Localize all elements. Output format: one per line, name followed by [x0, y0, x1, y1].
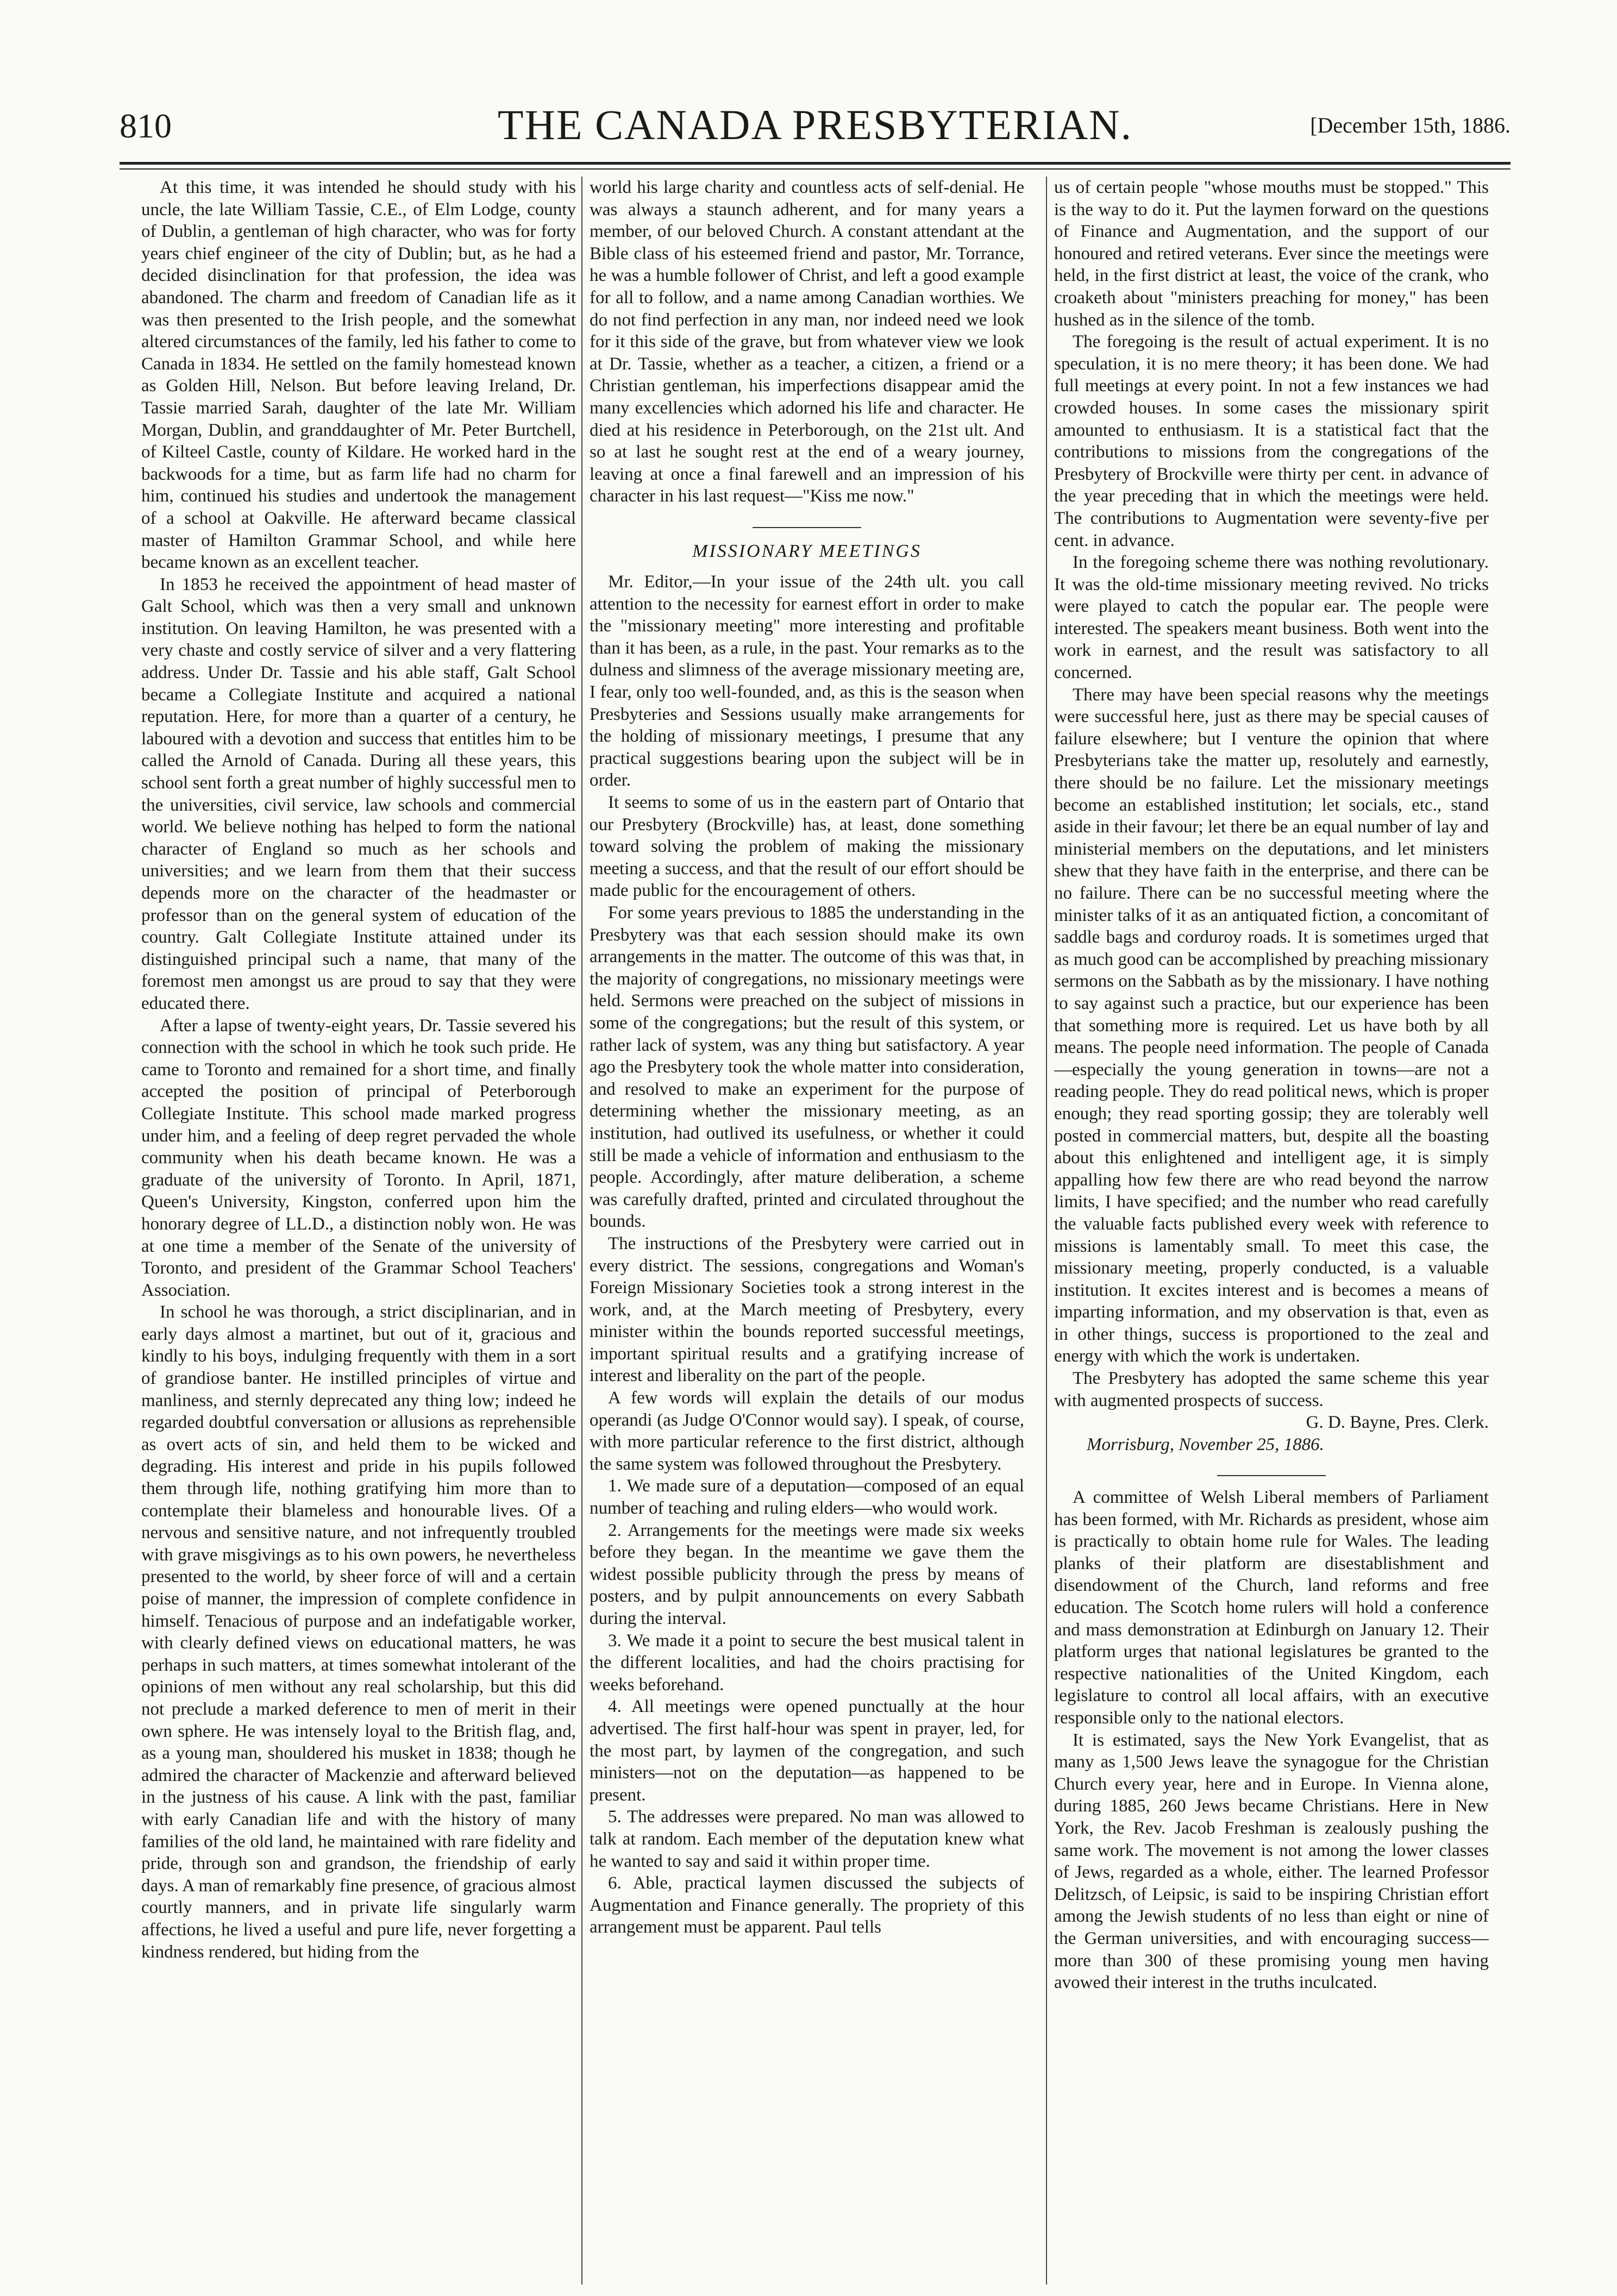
letter-signature: G. D. Bayne, Pres. Clerk. [1306, 1413, 1489, 1433]
news-paragraph: A committee of Welsh Liberal members of Parliament has been formed, with Mr. Richards as president, whose aim is practically to obtain home rule for Wales. The leading planks of their platform are disestablishment and disendowment of the Church, land reforms and free education. The Scotch home rulers will hold a conference and mass demonstration at Edinburgh on January 12. Their platform urges that national legislatures be granted to the respective nationalities of the United Kingdom, each legislature to control all local affairs, with an executive responsible only to the national electors. [1054, 1488, 1489, 1728]
letter-paragraph: The foregoing is the result of actual experiment. It is no speculation, it is no mere theory; it has been done. We had full meetings at every point. In not a few instances we had crowded houses. In some cases the missionary spirit amounted to enthusiasm. It is a statistical fact that the contributions to missions from the congregations of the Presbytery of Brockville were thirty per cent. in advance of the year preceding that in which the meetings were held. The contributions to Augmentation were seventy-five per cent. in advance. [1054, 332, 1489, 550]
section-title: MISSIONARY MEETINGS [692, 541, 922, 561]
article-paragraph: At this time, it was intended he should study with his uncle, the late William Tassie, C.E., of Elm Lodge, county of Dublin, a gentleman of high character, who was for forty years chief engineer of the city of Dublin; but, as he had a decided disinclination for that profession, the idea was abandoned. The charm and freedom of Canadian life as it was then presented to the Irish people, and the somewhat altered circumstances of the family, led his father to come to Canada in 1834. He settled on the family homestead known as Golden Hill, Nelson. But before leaving Ireland, Dr. Tassie married Sarah, daughter of the late Mr. William Morgan, Dublin, and granddaughter of Mr. Peter Burtchell, of Kilteel Castle, county of Kildare. He worked hard in the backwoods for a time, but as farm life had no charm for him, continued his studies and undertook the management of a school at Oakville. He afterward became classical master of Hamilton Grammar School, and while here became known as an excellent teacher. [141, 178, 576, 573]
letter-paragraph: It seems to some of us in the eastern part of Ontario that our Presbytery (Brockville) has, at least, done something toward solving the problem of making the missionary meeting a success, and that the result of our effort should be made public for the encouragement of others. [590, 793, 1024, 901]
section-divider [1054, 1460, 1489, 1482]
letter-paragraph: 5. The addresses were prepared. No man was allowed to talk at random. Each member of the deputation knew what he wanted to say and said it within proper time. [590, 1807, 1024, 1871]
header-rule-thick [120, 162, 1511, 165]
letter-paragraph: In the foregoing scheme there was nothing revolutionary. It was the old-time missionary meeting revived. No tricks were played to catch the popular ear. The people were interested. The speakers meant business. Both went into the work in earnest, and the result was satisfactory to all concerned. [1054, 553, 1489, 683]
letter-place-date: Morrisburg, November 25, 1886. [1087, 1434, 1324, 1454]
column-2 [590, 177, 1024, 2285]
header-rule-thin [120, 168, 1511, 170]
column-3 [1054, 177, 1489, 2285]
article-paragraph: In school he was thorough, a strict disciplinarian, and in early days almost a martinet, but out of it, gracious and kindly to his boys, indulging frequently with them in a sort of grandiose banter. He instilled principles of virtue and manliness, and sternly deprecated any thing low; indeed he regarded doubtful conversation or allusions as reprehensible as overt acts of sin, and held them to be wicked and degrading. His interest and pride in his pupils followed them through life, nothing gratifying him more than to contemplate their blameless and honourable lives. Of a nervous and sensitive nature, and not infrequently troubled with grave misgivings as to his own powers, he nevertheless presented to the world, by sheer force of will and a certain poise of manner, the impression of complete confidence in himself. Tenacious of purpose and an indefatigable worker, with clearly defined views on educational matters, he was perhaps in such matters, at times somewhat intolerant of the opinions of men without any real scholarship, but this did not preclude a marked deference to men of merit in their own sphere. He was intensely loyal to the British flag, and, as a young man, shouldered his musket in 1838; though he admired the character of Mackenzie and afterward believed in the justness of his cause. A link with the past, familiar with early Canadian life and with the history of many families of the old land, he maintained with rare fidelity and pride, through son and grandson, the friendship of early days. A man of remarkably fine presence, of gracious almost courtly manners, and in private life singularly warm affections, he lived a useful and pure life, never forgetting a kindness rendered, but hiding from the [141, 1302, 576, 1962]
article-paragraph: In 1853 he received the appointment of head master of Galt School, which was then a very small and unknown institution. On leaving Hamilton, he was presented with a very chaste and costly service of silver and a very flattering address. Under Dr. Tassie and his able staff, Galt School became a Collegiate Institute and acquired a national reputation. Here, for more than a quarter of a century, he laboured with a devotion and success that entitles him to be called the Arnold of Canada. During all these years, this school sent forth a great number of highly successful men to the universities, civil service, law schools and commercial world. We believe nothing has helped to form the national character of England so much as her schools and universities; and we learn from them that their success depends more on the character of the headmaster or professor than on the general system of education of the country. Galt Collegiate Institute attained under its distinguished principal such a name, that many of the foremost men amongst us are proud to say that they were educated there. [141, 574, 576, 1013]
issue-date: [December 15th, 1886. [1310, 113, 1511, 137]
letter-paragraph: 3. We made it a point to secure the best musical talent in the different localities, and had the choirs practising for weeks beforehand. [590, 1630, 1024, 1695]
letter-paragraph: The Presbytery has adopted the same scheme this year with augmented prospects of success. [1054, 1369, 1489, 1410]
article-paragraph: world his large charity and countless acts of self-denial. He was always a staunch adherent, and for many years a member, of our beloved Church. A constant attendant at the Bible class of his esteemed friend and pastor, Mr. Torrance, he was a humble follower of Christ, and left a good example for all to follow, and a name among Canadian worthies. We do not find perfection in any man, nor indeed need we look for it this side of the grave, but from whatever view we look at Dr. Tassie, whether as a teacher, a citizen, a friend or a Christian gentleman, his imperfections disappear amid the many excellencies which adorned his life and character. He died at his residence in Peterborough, on the 21st ult. And so at last he sought rest at the end of a weary journey, leaving at once a final farewell and an impression of his character in his last request—"Kiss me now." [590, 178, 1024, 506]
column-divider [1046, 177, 1047, 2285]
letter-paragraph: 6. Able, practical laymen discussed the subjects of Augmentation and Finance generally. The propriety of this arrangement must be apparent. Paul tells [590, 1873, 1024, 1937]
section-divider [590, 512, 1024, 534]
letter-paragraph: There may have been special reasons why the meetings were successful here, just as there may be special causes of failure elsewhere; but I venture the opinion that where Presbyterians take the matter up, resolutely and earnestly, there should be no failure. Let the missionary meetings become an established institution; let socials, etc., stand aside in their favour; let there be an equal number of lay and ministerial members on the deputations, and let ministers shew that they have faith in the enterprise, and there can be no failure. There can be no successful meeting where the minister talks of it as an antiquated fiction, a concomitant of saddle bags and corduroy roads. It is sometimes urged that as much good can be accomplished by preaching missionary sermons on the Sabbath as by the missionary. I have nothing to say against such a practice, but our experience has been that something more is required. Let us have both by all means. The people need information. The people of Canada—especially the young generation in towns—are not a reading people. They do read political news, which is proper enough; they read sporting gossip; they are tolerably well posted in commercial matters, but, despite all the boasting about this enlightened and intelligent age, it is simply appalling how few there are who read beyond the narrow limits, I have specified; and the number who read carefully the valuable facts published every week with reference to missions is lamentably small. To meet this case, the missionary meeting, properly conducted, is a valuable institution. It excites interest and is becomes a means of imparting information, and my observation is that, even as in other things, success is proportioned to the zeal and energy with which the work is undertaken. [1054, 685, 1489, 1366]
page-number: 810 [120, 106, 172, 145]
news-paragraph: It is estimated, says the New York Evangelist, that as many as 1,500 Jews leave the synagogue for the Christian Church every year, here and in Europe. In Vienna alone, during 1885, 260 Jews became Christians. Here in New York, the Rev. Jacob Freshman is zealously pushing the same work. The movement is not among the lower classes of Jews, regarded as a whole, either. The learned Professor Delitzsch, of Leipsic, is said to be inspiring Christian effort among the Jewish students of no less than eight or nine of the German universities, and with encouraging success—more than 300 of these promising young men having avowed their interest in the truths inculcated. [1054, 1730, 1489, 1993]
letter-paragraph: Mr. Editor,—In your issue of the 24th ult. you call attention to the necessity for earnest effort in order to make the "missionary meeting" more interesting and profitable than it has been, as a rule, in the past. Your remarks as to the dulness and slimness of the average missionary meeting are, I fear, only too well-founded, and, as this is the season when Presbyteries and Sessions usually make arrangements for the holding of missionary meetings, I presume that any practical suggestions bearing upon the subject will be in order. [590, 572, 1024, 791]
article-paragraph: After a lapse of twenty-eight years, Dr. Tassie severed his connection with the school in which he took such pride. He came to Toronto and remained for a short time, and finally accepted the position of principal of Peterborough Collegiate Institute. This school made marked progress under him, and a feeling of deep regret pervaded the whole community when his death became known. He was a graduate of the university of Toronto. In April, 1871, Queen's University, Kingston, conferred upon him the honorary degree of LL.D., a distinction nobly won. He was at one time a member of the Senate of the university of Toronto, and president of the Grammar School Teachers' Association. [141, 1015, 576, 1300]
column-divider [581, 177, 582, 2285]
letter-paragraph: A few words will explain the details of our modus operandi (as Judge O'Connor would say). I speak, of course, with more particular reference to the first district, although the same system was followed throughout the Presbytery. [590, 1388, 1024, 1474]
letter-paragraph: The instructions of the Presbytery were carried out in every district. The sessions, congregations and Woman's Foreign Missionary Societies took a strong interest in the work, and, at the March meeting of Presbytery, every minister within the bounds reported successful meetings, important spiritual results and a gratifying increase of interest and liberality on the part of the people. [590, 1233, 1024, 1386]
publication-title: THE CANADA PRESBYTERIAN. [497, 101, 1133, 148]
letter-paragraph: us of certain people "whose mouths must be stopped." This is the way to do it. Put the laymen forward on the questions of Finance and Augmentation, and the support of our honoured and retired veterans. Ever since the meetings were held, in the first district at least, the voice of the crank, who croaketh about "ministers preaching for money," has been hushed as in the silence of the tomb. [1054, 178, 1489, 330]
letter-paragraph: For some years previous to 1885 the understanding in the Presbytery was that each session should make its own arrangements in the matter. The outcome of this was that, in the majority of congregations, no missionary meetings were held. Sermons were preached on the subject of missions in some of the congregations; but the result of this system, or rather lack of system, was any thing but satisfactory. A year ago the Presbytery took the whole matter into consideration, and resolved to make an experiment for the purpose of determining whether the missionary meeting, as an institution, had outlived its usefulness, or whether it could still be made a vehicle of information and enthusiasm to the people. Accordingly, after mature deliberation, a scheme was carefully drafted, printed and circulated throughout the bounds. [590, 903, 1024, 1232]
letter-paragraph: 4. All meetings were opened punctually at the hour advertised. The first half-hour was spent in prayer, led, for the most part, by laymen of the congregation, and such ministers—not on the deputation—as happened to be present. [590, 1697, 1024, 1805]
column-1 [141, 177, 576, 2285]
page-header [120, 101, 1511, 155]
letter-paragraph: 2. Arrangements for the meetings were made six weeks before they began. In the meantime we gave them the widest possible publicity through the press by means of posters, and by pulpit announcements on every Sabbath during the interval. [590, 1520, 1024, 1628]
letter-paragraph: 1. We made sure of a deputation—composed of an equal number of teaching and ruling elders—who would work. [590, 1476, 1024, 1519]
